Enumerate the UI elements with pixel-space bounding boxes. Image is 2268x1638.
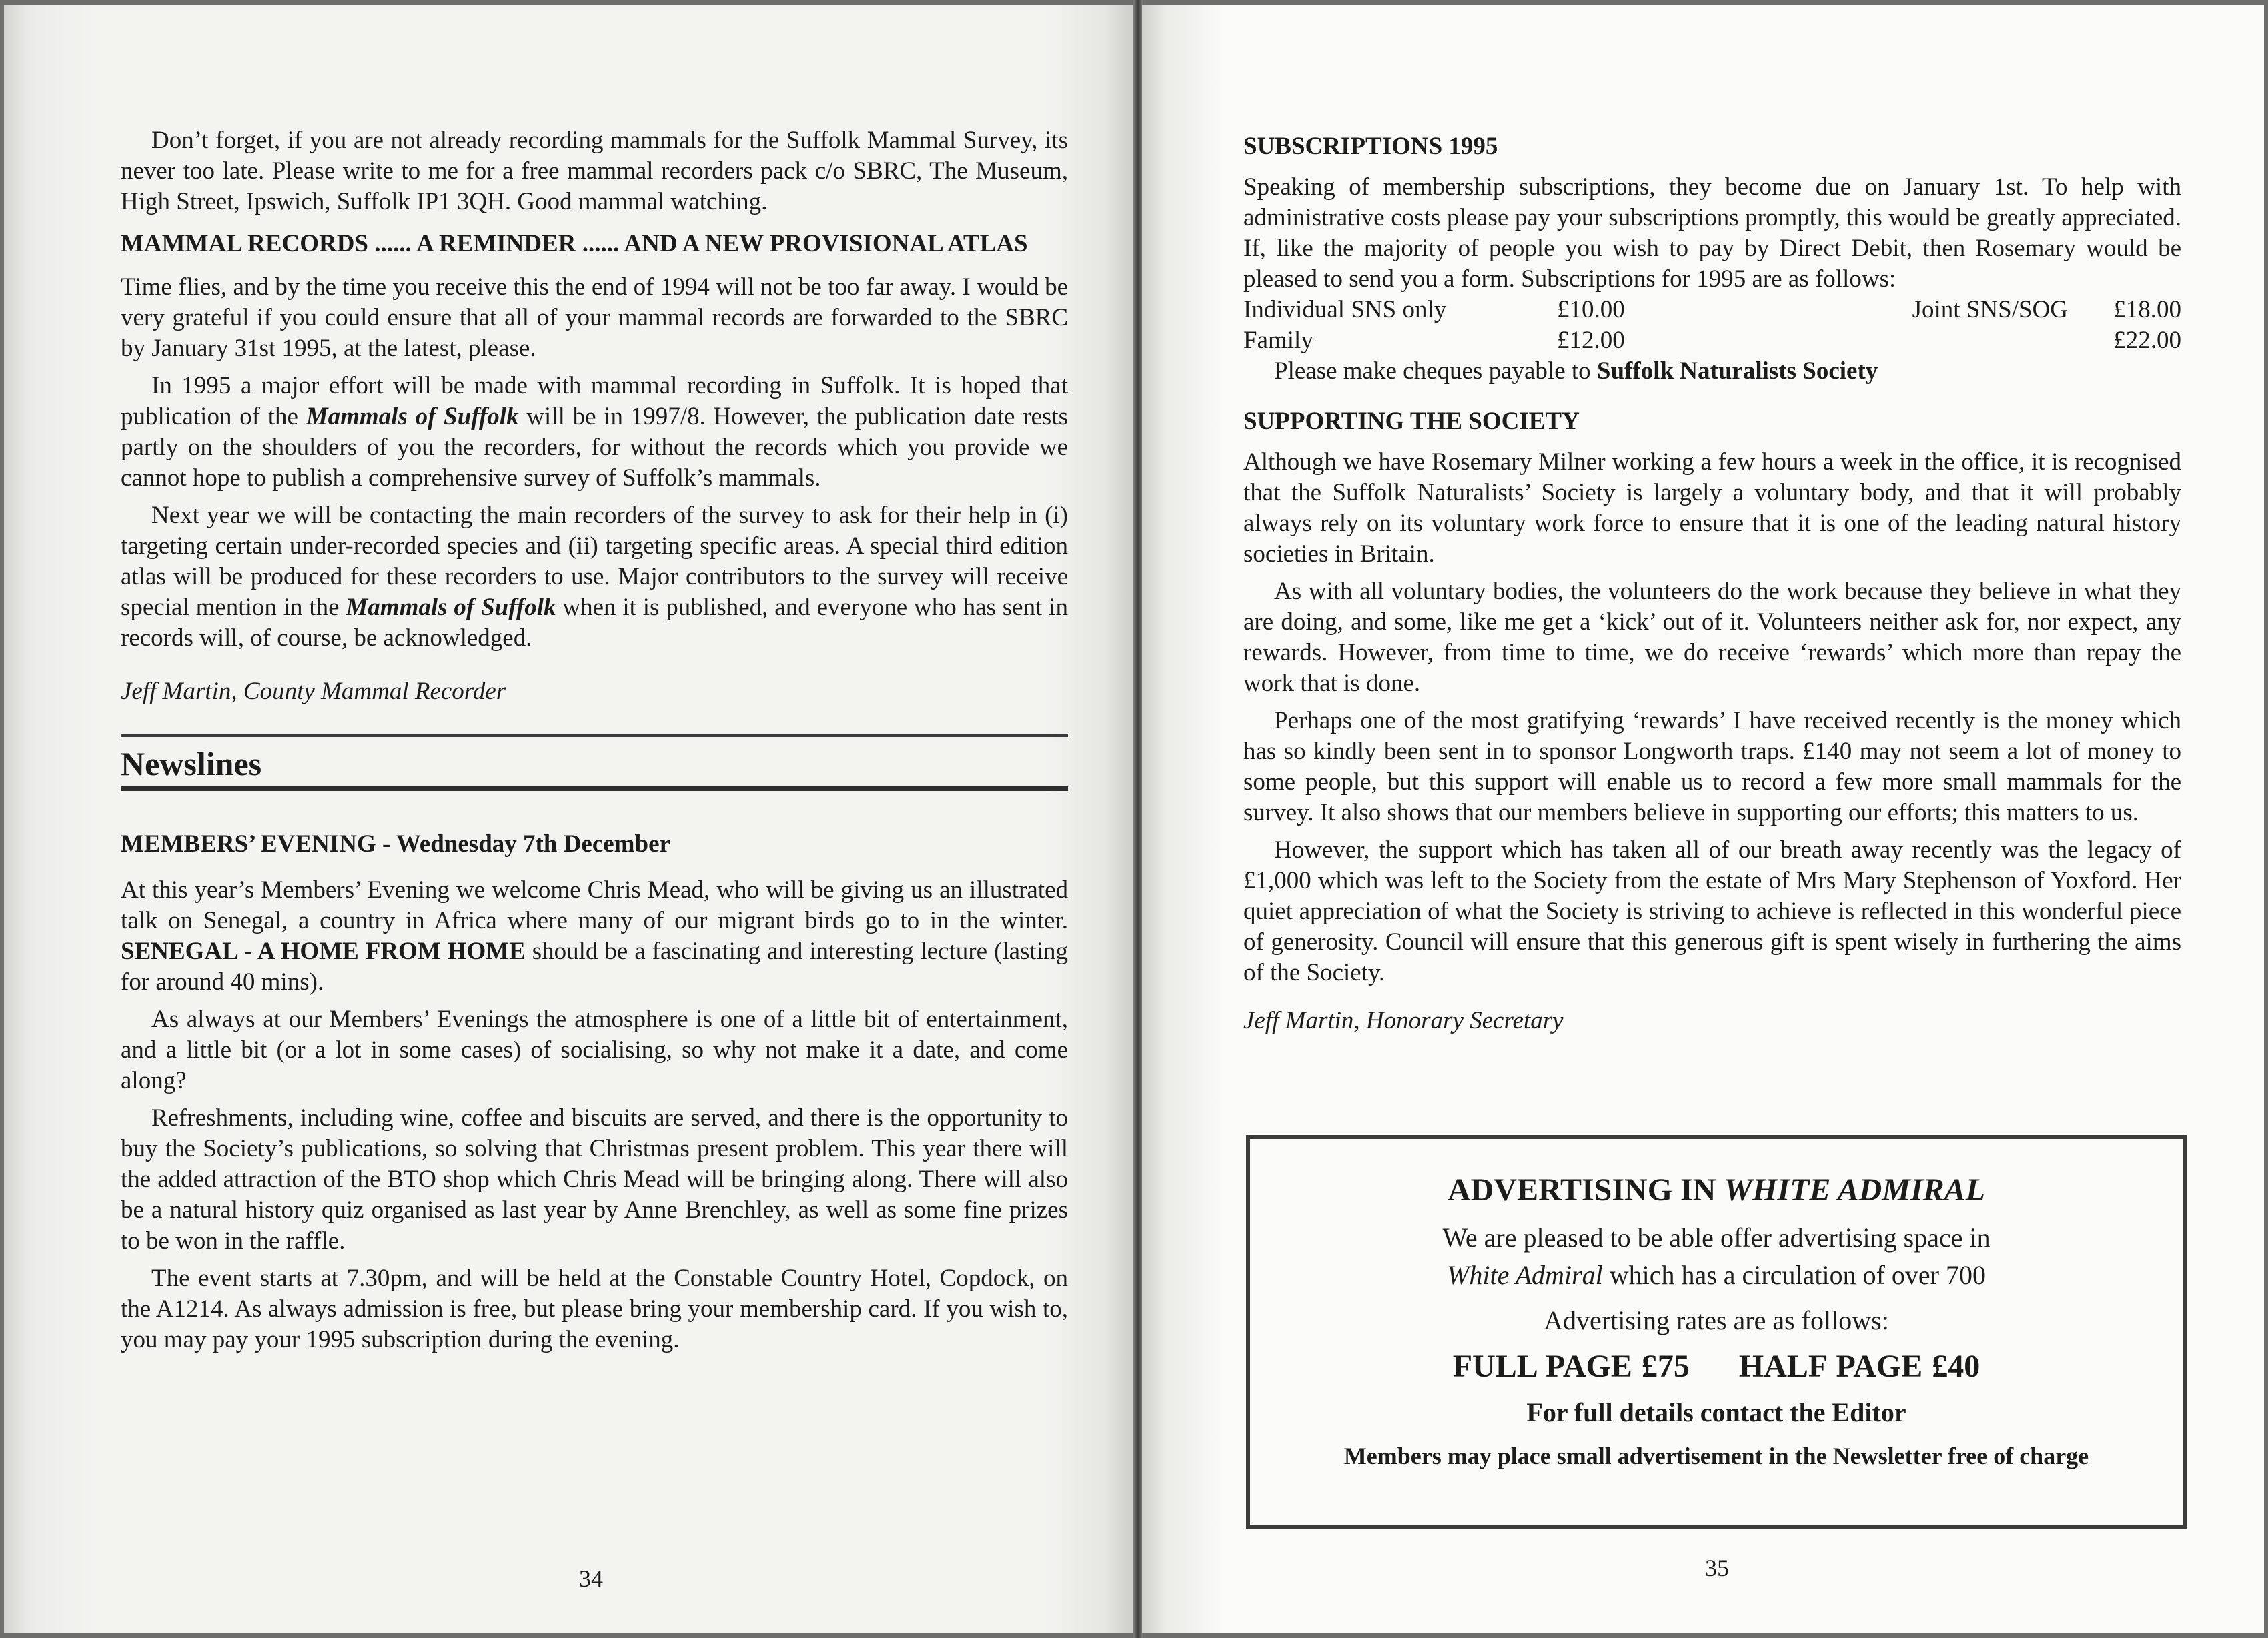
- advert-line-1: We are pleased to be able offer advertising space in: [1442, 1222, 1991, 1253]
- rate-price-joint: £22.00: [2113, 327, 2181, 354]
- rate-price-joint: £18.00: [2113, 296, 2181, 323]
- mammal-records-heading: MAMMAL RECORDS ...... A REMINDER ...... AND A NEW PROVISIONAL ATLAS: [121, 230, 1028, 257]
- rate-label-joint: Joint SNS/SOG: [1912, 296, 2068, 323]
- mammal-records-paragraph-3: Next year we will be contacting the main recorders of the survey to ask for their help in (i) targeting certain under-recorded species and (ii) targeting specific areas. A special third edition atlas will be produced for these recorders to use. Major contributors to the survey will receive special mention in the Mammals of Suffolk when it is published, and everyone who has sent in records will, of course, be acknowledged.: [121, 502, 1068, 652]
- newslines-section-title: Newslines: [121, 745, 262, 782]
- section-rule-top: [121, 734, 1068, 737]
- members-evening-paragraph-4: The event starts at 7.30pm, and will be held at the Constable Country Hotel, Copdock, on the A1214. As always admission is free, but please bring your membership card. If you wish to, you may pay your 1995 subscription during the evening.: [121, 1265, 1068, 1353]
- rate-row: [1243, 325, 2181, 356]
- talk-title: SENEGAL - A HOME FROM HOME: [121, 938, 526, 965]
- advert-contact: For full details contact the Editor: [1526, 1397, 1906, 1427]
- rate-label: Family: [1243, 327, 1313, 354]
- rate-row: [1243, 295, 2181, 325]
- mammals-of-suffolk-title: Mammals of Suffolk: [346, 594, 556, 621]
- left-column: [121, 125, 1068, 1355]
- advert-title-publication: WHITE ADMIRAL: [1724, 1172, 1986, 1208]
- section-rule-bottom: [121, 786, 1068, 791]
- members-evening-paragraph-2: As always at our Members’ Evenings the atmosphere is one of a little bit of entertainment, and a little bit (or a lot in some cases) of socialising, so why not make it a date, and come along?: [121, 1006, 1068, 1094]
- payee-name: Suffolk Naturalists Society: [1596, 357, 1878, 385]
- right-page: [1142, 5, 2264, 1633]
- supporting-paragraph-2: As with all voluntary bodies, the volunteers do the work because they believe in what they are doing, and some, like me get a ‘kick’ out of it. Volunteers neither ask for, nor expect, any rewards. However, from time to time, we do receive ‘rewards’ which more than repay the work that is done.: [1243, 578, 2181, 697]
- rate-price: £10.00: [1557, 296, 1625, 323]
- members-evening-heading: MEMBERS’ EVENING - Wednesday 7th December: [121, 830, 670, 858]
- supporting-heading: SUPPORTING THE SOCIETY: [1243, 407, 1580, 435]
- secretary-signature: Jeff Martin, Honorary Secretary: [1243, 1007, 1564, 1034]
- full-page-price: FULL PAGE £75: [1452, 1349, 1690, 1384]
- page-number-left: 34: [579, 1565, 603, 1592]
- supporting-paragraph-4: However, the support which has taken all of our breath away recently was the legacy of £1,000 which was left to the Society from the estate of Mrs Mary Stephenson of Yoxford. Her quiet appreciation of what the Society is striving to achieve is reflected in this wonderful piece of generosity. Council will ensure that this generous gift is spent wisely in furthering the aims of the Society.: [1243, 836, 2181, 986]
- advert-members-note: Members may place small advertisement in the Newsletter free of charge: [1343, 1443, 2089, 1469]
- mammals-of-suffolk-title: Mammals of Suffolk: [306, 403, 519, 430]
- publication-name: White Admiral: [1447, 1260, 1603, 1290]
- half-page-price: HALF PAGE £40: [1738, 1349, 1980, 1384]
- mammal-records-paragraph-2: In 1995 a major effort will be made with mammal recording in Suffolk. It is hoped that publication of the Mammals of Suffolk will be in 1997/8. However, the publication date rests partly on the shoulders of you the recorders, for without the records which you provide we cannot hope to publish a comprehensive survey of Suffolk’s mammals.: [121, 372, 1069, 492]
- subscriptions-paragraph: Speaking of membership subscriptions, they become due on January 1st. To help with administrative costs please pay your subscriptions promptly, this would be greatly appreciated. If, like the majority of people you wish to pay by Direct Debit, then Rosemary would be pleased to send you a form. Subscriptions for 1995 are as follows:: [1243, 173, 2181, 293]
- advertising-box: [1246, 1135, 2187, 1529]
- advert-prices: [1250, 1347, 2183, 1386]
- advert-title: ADVERTISING IN WHITE ADMIRAL: [1447, 1172, 1986, 1208]
- subscription-rates-table: [1243, 295, 2181, 356]
- rate-price: £12.00: [1557, 327, 1625, 354]
- cheques-note: Please make cheques payable to Suffolk Naturalists Society: [1274, 357, 1878, 385]
- right-column: [1243, 132, 2181, 1036]
- advert-rates-intro: Advertising rates are as follows:: [1544, 1305, 1889, 1335]
- left-page: [4, 5, 1138, 1633]
- rate-label-joint: [1757, 325, 2095, 356]
- subscriptions-heading: SUBSCRIPTIONS 1995: [1243, 133, 1498, 160]
- intro-paragraph: Don’t forget, if you are not already recording mammals for the Suffolk Mammal Survey, its never too late. Please write to me for a free mammal recorders pack c/o SBRC, The Museum, High Street, Ipswich, Suffolk IP1 3QH. Good mammal watching.: [121, 127, 1068, 215]
- rate-label: Individual SNS only: [1243, 296, 1447, 323]
- mammal-recorder-signature: Jeff Martin, County Mammal Recorder: [121, 678, 506, 705]
- supporting-paragraph-1: Although we have Rosemary Milner working a few hours a week in the office, it is recognised that the Suffolk Naturalists’ Society is largely a voluntary body, and that it will probably always rely on its voluntary work force to ensure that it is one of the leading natural history societies in Britain.: [1243, 448, 2181, 568]
- page-number-right: 35: [1705, 1555, 1729, 1581]
- advert-line-2: White Admiral which has a circulation of over 700: [1447, 1260, 1986, 1290]
- members-evening-paragraph-1: At this year’s Members’ Evening we welcome Chris Mead, who will be giving us an illustrated talk on Senegal, a country in Africa where many of our migrant birds go to in the winter. SENEGAL - A HOME FROM HOME should be a fascinating and interesting lecture (lasting for around 40 mins).: [121, 876, 1068, 996]
- members-evening-paragraph-3: Refreshments, including wine, coffee and biscuits are served, and there is the opportunity to buy the Society’s publications, so solving that Christmas present problem. This year there will the added attraction of the BTO shop which Chris Mead will be bringing along. There will also be a natural history quiz organised as last year by Anne Brenchley, as well as some fine prizes to be won in the raffle.: [121, 1104, 1068, 1255]
- supporting-paragraph-3: Perhaps one of the most gratifying ‘rewards’ I have received recently is the money which has so kindly been sent in to sponsor Longworth traps. £140 may not seem a lot of money to some people, but this support will enable us to record a few more small mammals for the survey. It also shows that our members believe in supporting our efforts; this matters to us.: [1243, 707, 2181, 826]
- mammal-records-paragraph-1: Time flies, and by the time you receive this the end of 1994 will not be too far away. I would be very grateful if you could ensure that all of your mammal records are forwarded to the SBRC by January 31st 1995, at the latest, please.: [121, 273, 1068, 362]
